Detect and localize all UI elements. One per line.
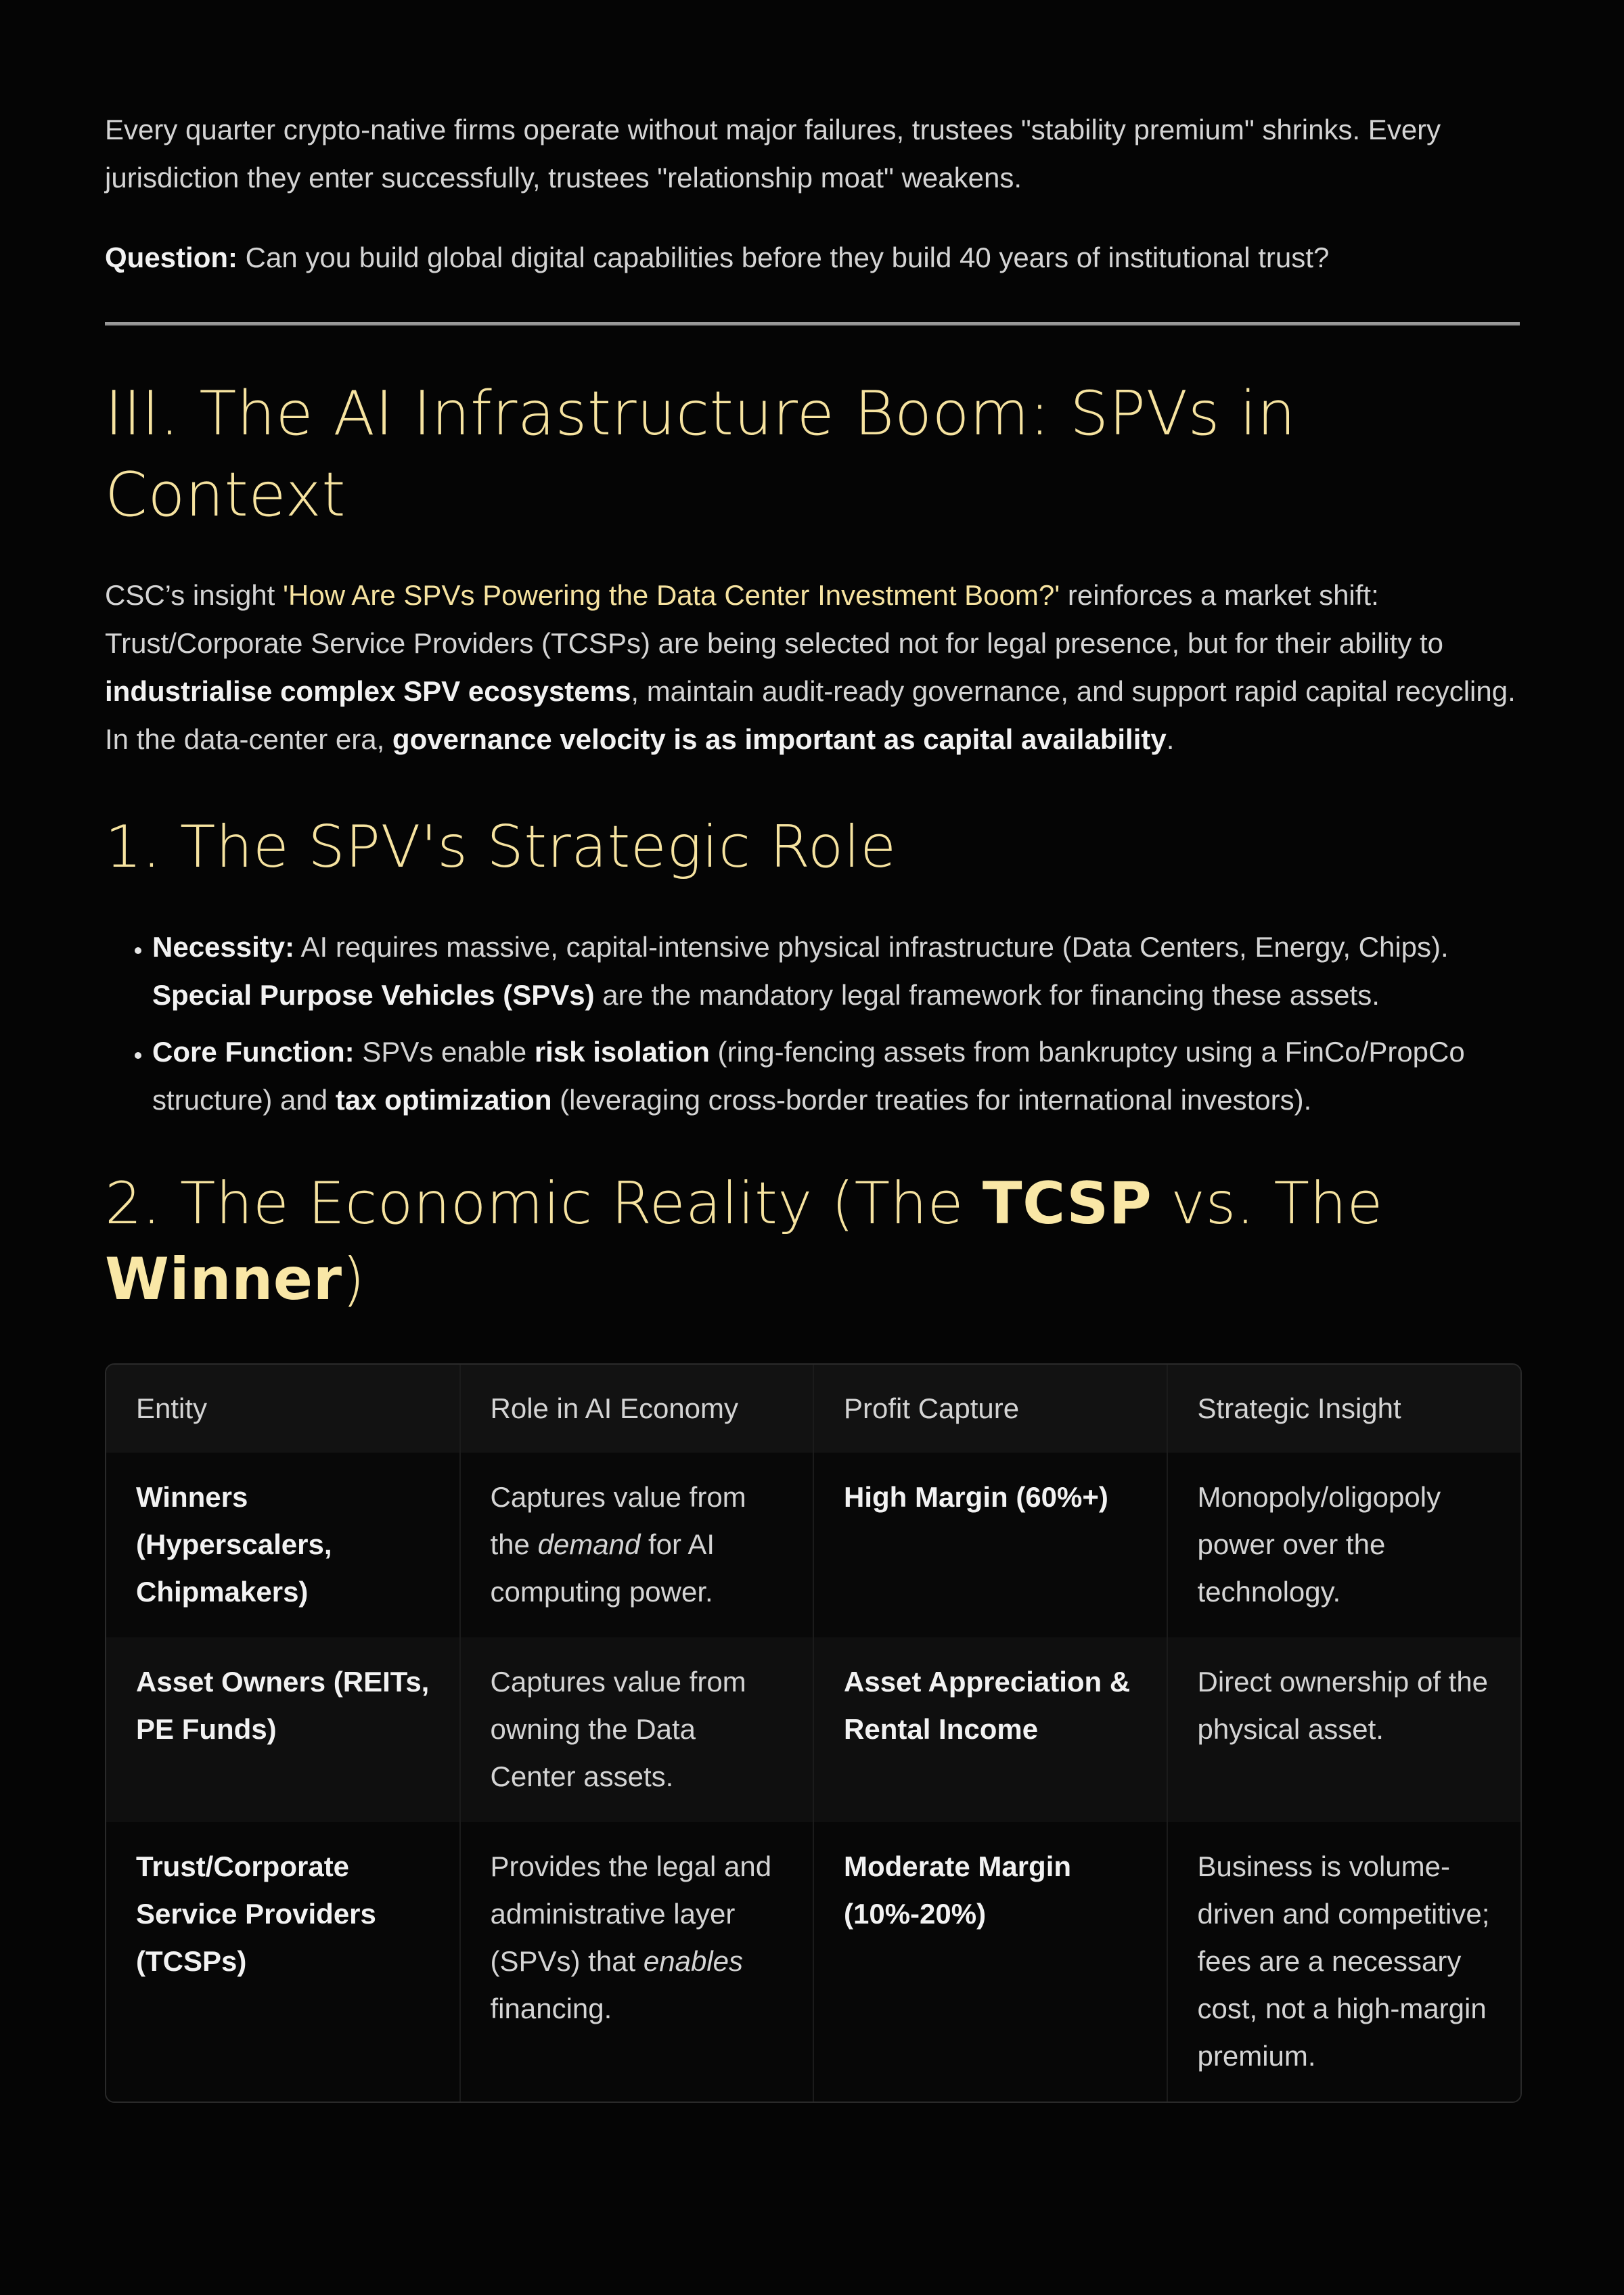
cell-role: Captures value from the demand for AI computing power.	[460, 1453, 814, 1637]
necessity-text-2: are the mandatory legal framework for financing these assets.	[594, 979, 1380, 1011]
header-profit: Profit Capture	[813, 1365, 1167, 1453]
cell-entity: Winners (Hyperscalers, Chipmakers)	[106, 1453, 460, 1637]
csc-insight-link[interactable]: 'How Are SPVs Powering the Data Center Investment Boom?'	[283, 579, 1060, 611]
cell-profit: Asset Appreciation & Rental Income	[813, 1637, 1167, 1822]
core-function-label: Core Function:	[152, 1036, 355, 1068]
strategic-role-list	[105, 923, 1520, 1124]
question-text: Can you build global digital capabilities before they build 40 years of institutional trust?	[238, 242, 1330, 273]
cell-profit: High Margin (60%+)	[813, 1453, 1167, 1637]
horizontal-rule	[105, 322, 1520, 326]
cell-entity: Trust/Corporate Service Providers (TCSPs)	[106, 1822, 460, 2101]
table-header-row	[106, 1365, 1520, 1453]
core-function-text-1: SPVs enable	[354, 1036, 535, 1068]
csc-insight-paragraph	[105, 571, 1520, 763]
title-part-a: 2. The Economic Reality (The	[105, 1170, 983, 1237]
question-label: Question:	[105, 242, 238, 273]
title-bold-tcsp: TCSP	[982, 1170, 1152, 1237]
cell-insight: Direct ownership of the physical asset.	[1197, 1666, 1489, 1745]
cell-profit: Moderate Margin (10%-20%)	[813, 1822, 1167, 2101]
cell-role: Captures value from owning the Data Center assets.	[460, 1637, 814, 1822]
section-title-ai-infrastructure: III. The AI Infrastructure Boom: SPVs in Context	[105, 378, 1296, 530]
subsection-title-economic-reality	[105, 1166, 1520, 1317]
question-paragraph	[105, 233, 1520, 281]
table-row	[106, 1453, 1520, 1637]
cell-insight: Business is volume-driven and competitive; fees are a necessary cost, not a high-margin premium.	[1197, 1850, 1490, 2072]
intro-paragraph: Every quarter crypto-native firms operate without major failures, trustees "stability premium" shrinks. Every jurisdiction they enter successfully, trustees "relationship moat" weakens.	[105, 114, 1441, 194]
header-insight: Strategic Insight	[1197, 1392, 1401, 1424]
cell-entity: Asset Owners (REITs, PE Funds)	[106, 1637, 460, 1822]
necessity-label: Necessity:	[152, 931, 295, 963]
list-item-necessity	[152, 923, 1520, 1019]
cell-role: Provides the legal and administrative layer (SPVs) that enables financing.	[460, 1822, 814, 2101]
necessity-text-1: AI requires massive, capital-intensive physical infrastructure (Data Centers, Energy, Chips).	[294, 931, 1449, 963]
core-function-text-3: (leveraging cross-border treaties for international investors).	[551, 1084, 1312, 1116]
insight-text-mid2: , maintain audit-ready governance, and support rapid capital recycling. In the data-center era,	[105, 675, 1516, 755]
economic-reality-table	[105, 1363, 1522, 2103]
core-function-bold-tax: tax optimization	[335, 1084, 552, 1116]
header-role: Role in AI Economy	[460, 1365, 814, 1453]
table-row	[106, 1822, 1520, 2101]
insight-bold-1: industrialise complex SPV ecosystems	[105, 675, 631, 707]
core-function-text-2: (ring-fencing assets from bankruptcy using a FinCo/PropCo structure) and	[152, 1036, 1465, 1116]
title-part-c: vs. The	[1152, 1170, 1383, 1237]
subsection-title-strategic-role: 1. The SPV's Strategic Role	[105, 813, 897, 881]
cell-insight: Monopoly/oligopoly power over the technology.	[1197, 1481, 1441, 1608]
header-entity: Entity	[106, 1365, 460, 1453]
table-row	[106, 1637, 1520, 1822]
title-bold-winner: Winner	[105, 1246, 342, 1313]
insight-text-start: CSC’s insight	[105, 579, 283, 611]
insight-text-mid1: reinforces a market shift: Trust/Corporate Service Providers (TCSPs) are being selected not for legal presence, but for their ability to	[105, 579, 1443, 659]
insight-bold-2: governance velocity is as important as capital availability	[392, 723, 1167, 755]
necessity-bold-spv: Special Purpose Vehicles (SPVs)	[152, 979, 595, 1011]
core-function-bold-risk: risk isolation	[534, 1036, 710, 1068]
list-item-core-function	[152, 1028, 1520, 1124]
insight-text-end: .	[1166, 723, 1175, 755]
title-part-e: )	[342, 1246, 365, 1313]
